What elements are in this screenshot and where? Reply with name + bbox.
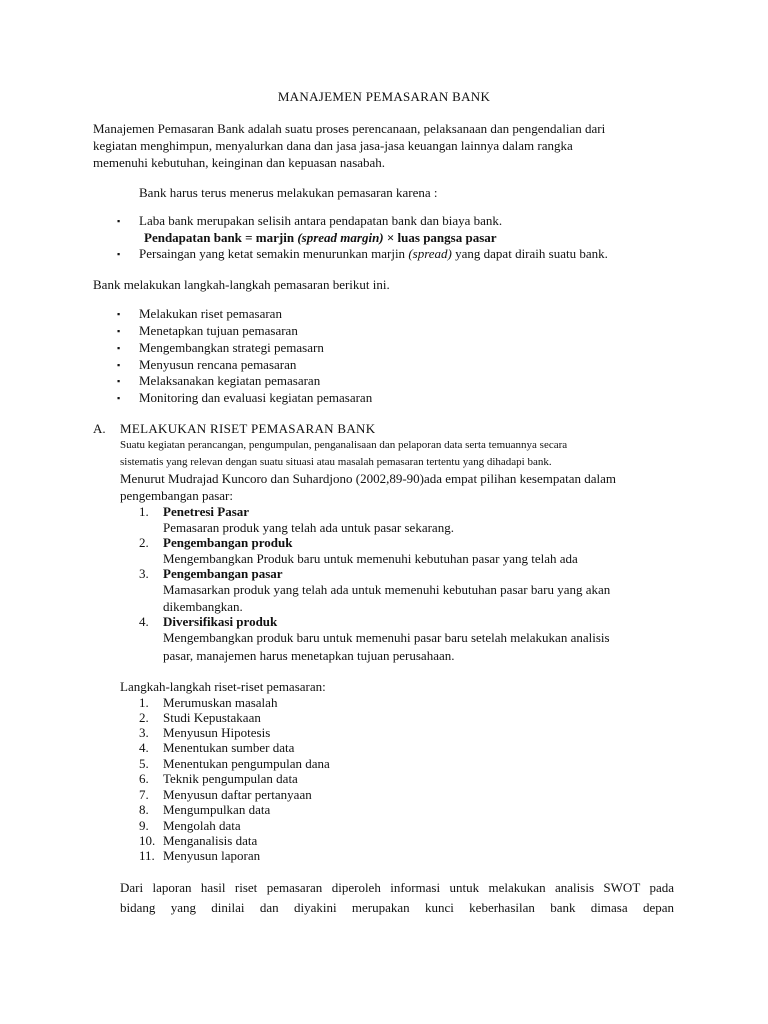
option-number: 3. [139, 566, 149, 581]
intro-line-2: kegiatan menghimpun, menyalurkan dana dan jasa jasa-jasa keuangan lainnya dalam rangka [93, 138, 573, 153]
option-title: Diversifikasi produk [163, 614, 278, 629]
closing-line-2: bidang yang dinilai dan diyakini merupakan kunci keberhasilan bank dimasa depan [120, 900, 674, 915]
definition-line-2: sistematis yang relevan dengan suatu situasi atau masalah pemasaran tertentu yang dihadapi bank. [120, 456, 552, 468]
option-desc: Pemasaran produk yang telah ada untuk pasar sekarang. [163, 520, 454, 535]
research-number: 10. [139, 833, 156, 848]
research-number: 9. [139, 818, 149, 833]
reason-lead: Bank harus terus menerus melakukan pemasaran karena : [139, 185, 438, 200]
research-number: 6. [139, 771, 149, 786]
research-number: 8. [139, 802, 149, 817]
step-item: Melaksanakan kegiatan pemasaran [139, 373, 321, 388]
research-lead: Langkah-langkah riset-riset pemasaran: [120, 679, 326, 694]
reason-2-part-3: yang dapat diraih suatu bank. [451, 246, 608, 261]
bullet-icon: ▪ [117, 376, 121, 386]
reason-2-part-2: (spread) [408, 246, 452, 261]
intro-line-1: Manajemen Pemasaran Bank adalah suatu proses perencanaan, pelaksanaan dan pengendalian dari [93, 121, 606, 136]
bullet-icon: ▪ [117, 343, 121, 353]
step-item: Melakukan riset pemasaran [139, 306, 282, 321]
research-number: 5. [139, 756, 149, 771]
bullet-icon: ▪ [117, 309, 121, 319]
step-item: Menetapkan tujuan pemasaran [139, 323, 298, 338]
option-desc: Mengembangkan produk baru untuk memenuhi pasar baru setelah melakukan analisis [163, 630, 610, 645]
reason-1: Laba bank merupakan selisih antara pendapatan bank dan biaya bank. [139, 213, 503, 228]
research-step: Merumuskan masalah [163, 695, 278, 710]
research-step: Mengumpulkan data [163, 802, 271, 817]
bullet-icon: ▪ [117, 393, 121, 403]
option-desc: dikembangkan. [163, 599, 243, 614]
research-number: 7. [139, 787, 149, 802]
research-number: 1. [139, 695, 149, 710]
formula-part-2: (spread margin) [297, 230, 384, 245]
section-letter: A. [93, 421, 106, 436]
step-item: Menyusun rencana pemasaran [139, 357, 297, 372]
research-step: Mengolah data [163, 818, 241, 833]
research-step: Menentukan sumber data [163, 740, 295, 755]
research-number: 2. [139, 710, 149, 725]
reason-2-part-1: Persaingan yang ketat semakin menurunkan marjin [139, 246, 409, 261]
option-number: 1. [139, 504, 149, 519]
bullet-icon: ▪ [117, 249, 121, 259]
reason-2 [139, 246, 608, 262]
step-item: Mengembangkan strategi pemasarn [139, 340, 324, 355]
research-step: Studi Kepustakaan [163, 710, 261, 725]
formula-part-3: × luas pangsa pasar [383, 230, 497, 245]
option-title: Pengembangan pasar [163, 566, 283, 581]
research-step: Menganalisis data [163, 833, 258, 848]
intro-line-3: memenuhi kebutuhan, keinginan dan kepuasan nasabah. [93, 155, 386, 170]
steps-lead: Bank melakukan langkah-langkah pemasaran berikut ini. [93, 277, 390, 292]
research-step: Menentukan pengumpulan dana [163, 756, 330, 771]
research-step: Teknik pengumpulan data [163, 771, 298, 786]
option-title: Penetresi Pasar [163, 504, 250, 519]
research-step: Menyusun Hipotesis [163, 725, 271, 740]
page-title: MANAJEMEN PEMASARAN BANK [277, 89, 491, 104]
formula [144, 230, 497, 246]
option-desc: Mengembangkan Produk baru untuk memenuhi kebutuhan pasar yang telah ada [163, 551, 578, 566]
research-number: 4. [139, 740, 149, 755]
bullet-icon: ▪ [117, 326, 121, 336]
option-number: 2. [139, 535, 149, 550]
kuncoro-line-1: Menurut Mudrajad Kuncoro dan Suhardjono (2002,89-90)ada empat pilihan kesempatan dalam [120, 471, 617, 486]
option-desc: Mamasarkan produk yang telah ada untuk memenuhi kebutuhan pasar baru yang akan [163, 582, 611, 597]
bullet-icon: ▪ [117, 360, 121, 370]
research-number: 3. [139, 725, 149, 740]
option-number: 4. [139, 614, 149, 629]
research-step: Menyusun daftar pertanyaan [163, 787, 312, 802]
kuncoro-line-2: pengembangan pasar: [120, 488, 233, 503]
definition-line-1: Suatu kegiatan perancangan, pengumpulan, penganalisaan dan pelaporan data serta temuannya secara [120, 439, 568, 451]
research-number: 11. [139, 848, 155, 863]
formula-part-1: Pendapatan bank = marjin [144, 230, 298, 245]
research-step: Menyusun laporan [163, 848, 261, 863]
step-item: Monitoring dan evaluasi kegiatan pemasaran [139, 390, 373, 405]
bullet-icon: ▪ [117, 216, 121, 226]
option-title: Pengembangan produk [163, 535, 293, 550]
closing-line-1: Dari laporan hasil riset pemasaran diperoleh informasi untuk melakukan analisis SWOT pada [120, 880, 674, 895]
section-heading: MELAKUKAN RISET PEMASARAN BANK [120, 421, 376, 436]
option-desc: pasar, manajemen harus menetapkan tujuan perusahaan. [163, 648, 455, 663]
